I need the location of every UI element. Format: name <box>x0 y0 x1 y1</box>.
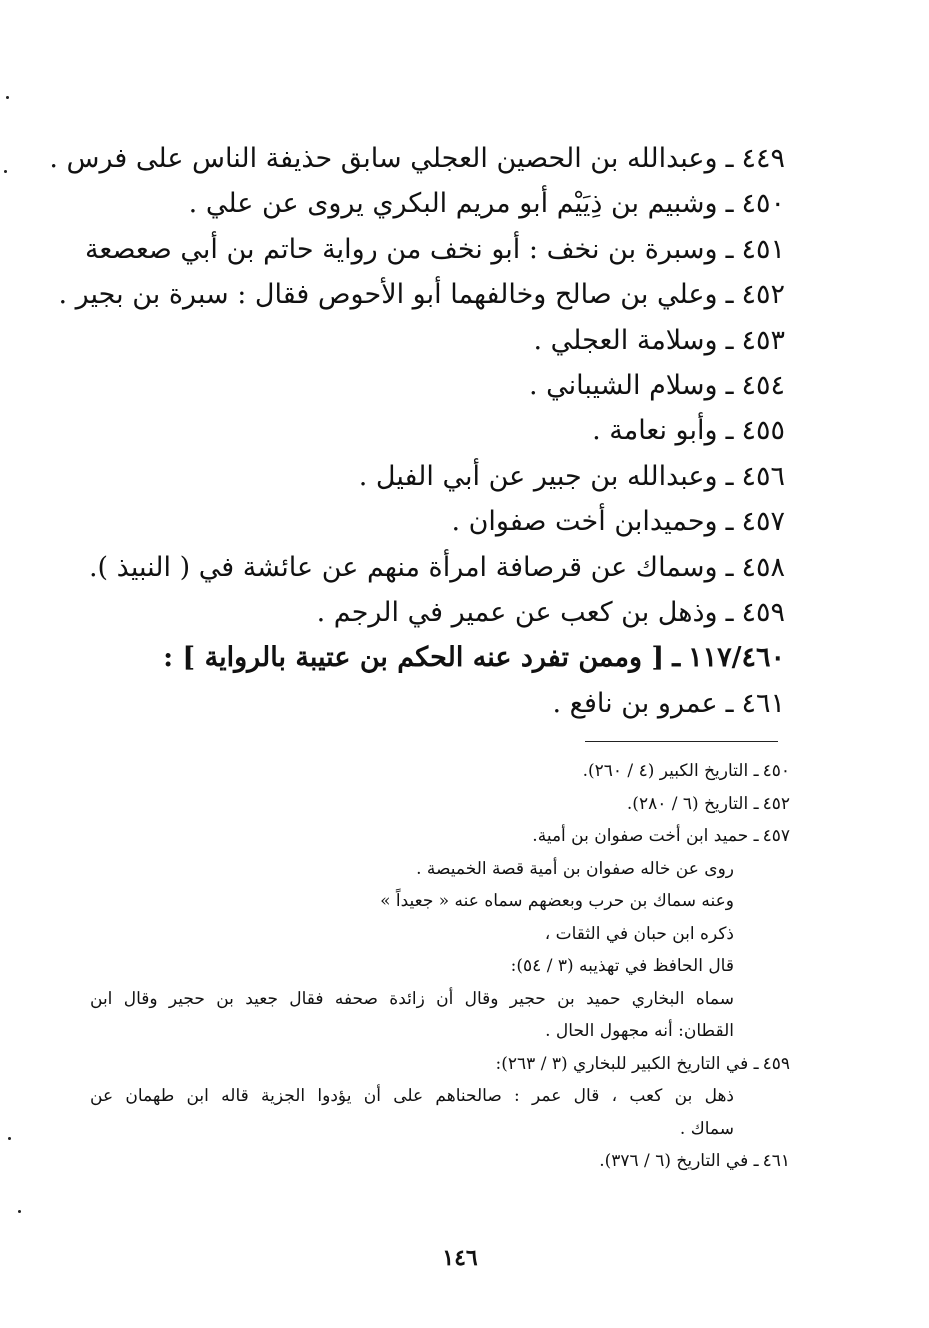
entry-450: ٤٥٠ـوشبيم بن ذِيَيْم أبو مريم البكري يروى عن علي . <box>70 181 785 226</box>
scan-speck <box>4 170 7 173</box>
entry-458: ٤٥٨ـوسماك عن قرصافة امرأة منهم عن عائشة في ( النبيذ ). <box>70 545 785 590</box>
entry-461: ٤٦١ـعمرو بن نافع . <box>70 681 785 726</box>
entry-text: وسماك عن قرصافة امرأة منهم عن عائشة في ( النبيذ ). <box>88 551 718 583</box>
footnote-text: ـ في التاريخ الكبير للبخاري (٣ / ٢٦٣): <box>495 1053 759 1074</box>
entry-list <box>49 136 785 726</box>
entry-text: وعبدالله بن جبير عن أبي الفيل . <box>358 460 718 492</box>
entry-number: ٤٥٦ <box>741 460 785 492</box>
entry-459: ٤٥٩ـوذهل بن كعب عن عمير في الرجم . <box>70 590 785 635</box>
entry-number: ٤٤٩ <box>741 143 785 174</box>
entry-number: ٤٥٨ <box>741 551 785 583</box>
footnote-text: ـ التاريخ (٦ / ٢٨٠). <box>626 793 759 814</box>
footnote-line: ذهل بن كعب ، قال عمر : صالحناهم على أن يؤدوا الجزية قاله ابن طهمان عن <box>90 1086 734 1106</box>
footnote-459 <box>90 1048 790 1081</box>
entry-text: وسلام الشيباني . <box>528 369 718 401</box>
entry-number: ٤٥٤ <box>741 369 785 401</box>
entry-text: وأبو نعامة . <box>592 415 718 447</box>
entry-number: ٤٥٩ <box>741 596 785 628</box>
entry-text: وسبرة بن نخف : أبو نخف من رواية حاتم بن أبي صعصعة <box>84 233 718 265</box>
footnote-line: روى عن خاله صفوان بن أمية قصة الخميصة . <box>416 858 734 879</box>
entry-number: ٤٥٠ <box>741 188 785 220</box>
footnote-line: وعنه سماك بن حرب وبعضهم سماه عنه « جعيداً » <box>380 891 734 911</box>
footnote-text: ـ التاريخ الكبير (٤ / ٢٦٠). <box>582 761 759 781</box>
footnote-line: القطان: أنه مجهول الحال . <box>545 1021 734 1041</box>
entry-text: عمرو بن نافع . <box>552 687 718 719</box>
footnote-457 <box>90 820 790 853</box>
entry-453: ٤٥٣ـوسلامة العجلي . <box>70 318 785 363</box>
footnote-number: ٤٥٢ <box>762 793 790 814</box>
footnote-number: ٤٦١ <box>762 1151 790 1171</box>
entry-text: وسلامة العجلي . <box>533 324 718 356</box>
entry-number: ٤٥٣ <box>741 324 785 356</box>
section-heading-entry: ١١٧/٤٦٠ـ[ وممن تفرد عنه الحكم بن عتيبة بالرواية ] : <box>70 635 785 680</box>
page-number: ١٤٦ <box>442 1245 478 1271</box>
footnotes <box>90 755 790 1178</box>
footnote-461 <box>90 1145 790 1178</box>
scan-speck <box>18 1210 21 1213</box>
footnote-452 <box>90 788 790 821</box>
scan-speck <box>8 1137 11 1140</box>
entry-number: ٤٥٥ <box>741 415 785 447</box>
footnote-line: سماه البخاري حميد بن حجير وقال أن زائدة صحفه فقال جعيد بن حجير وقال ابن <box>90 988 734 1009</box>
entry-number: ٤٥٧ <box>741 506 785 538</box>
footnote-divider <box>585 741 778 742</box>
footnote-450 <box>90 755 790 788</box>
footnote-number: ٤٥٧ <box>762 826 790 846</box>
entry-456: ٤٥٦ـوعبدالله بن جبير عن أبي الفيل . <box>70 454 785 499</box>
footnote-line: سماك . <box>679 1118 734 1139</box>
footnote-line: قال الحافظ في تهذيبه (٣ / ٥٤): <box>510 956 734 976</box>
entry-text: وعبدالله بن الحصين العجلي سابق حذيفة الناس على فرس . <box>49 143 718 174</box>
entry-text: وعلي بن صالح وخالفهما أبو الأحوص فقال : سبرة بن بجير . <box>58 279 718 311</box>
entry-text: [ وممن تفرد عنه الحكم بن عتيبة بالرواية ] : <box>163 642 665 674</box>
entry-text: وشبيم بن ذِيَيْم أبو مريم البكري يروى عن علي . <box>188 188 718 220</box>
entry-452: ٤٥٢ـوعلي بن صالح وخالفهما أبو الأحوص فقال : سبرة بن بجير . <box>70 272 785 317</box>
entry-451: ٤٥١ـوسبرة بن نخف : أبو نخف من رواية حاتم بن أبي صعصعة <box>70 227 785 272</box>
entry-449: ٤٤٩ـوعبدالله بن الحصين العجلي سابق حذيفة الناس على فرس . <box>70 136 785 181</box>
entry-number: ١١٧/٤٦٠ <box>688 642 785 674</box>
footnote-text: ـ حميد ابن أخت صفوان بن أمية. <box>532 826 759 846</box>
footnote-text: ـ في التاريخ (٦ / ٣٧٦). <box>599 1151 759 1171</box>
footnote-line: ذكره ابن حبان في الثقات ، <box>544 923 734 944</box>
entry-455: ٤٥٥ـوأبو نعامة . <box>70 408 785 453</box>
entry-number: ٤٦١ <box>741 687 785 719</box>
footnote-number: ٤٥٠ <box>762 761 790 781</box>
entry-number: ٤٥١ <box>741 233 785 265</box>
entry-number: ٤٥٢ <box>741 279 785 311</box>
entry-454: ٤٥٤ـوسلام الشيباني . <box>70 363 785 408</box>
footnote-number: ٤٥٩ <box>762 1053 790 1074</box>
scan-speck <box>6 96 9 99</box>
entry-457: ٤٥٧ـوحميدابن أخت صفوان . <box>70 499 785 544</box>
entry-text: وحميدابن أخت صفوان . <box>451 506 718 538</box>
entry-text: وذهل بن كعب عن عمير في الرجم . <box>316 596 718 628</box>
